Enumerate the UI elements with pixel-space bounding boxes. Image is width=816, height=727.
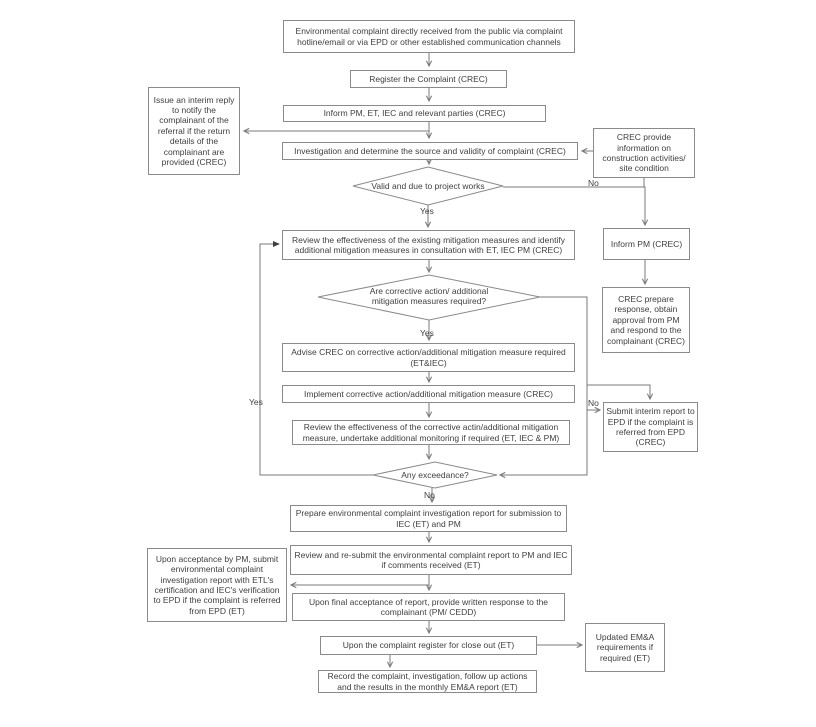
edge-label-exceedance-yes: Yes bbox=[249, 397, 263, 407]
node-interim-reply: Issue an interim reply to notify the complainant of the referral if the return details of the complainant are provided (CREC) bbox=[148, 87, 240, 175]
connector-valid-no-to-informpm bbox=[503, 187, 645, 225]
edge-label-exceedance-no: No bbox=[424, 490, 435, 500]
node-review-resubmit: Review and re-submit the environmental complaint report to PM and IEC if comments received (ET) bbox=[290, 545, 572, 575]
node-advise-crec: Advise CREC on corrective action/additional mitigation measure required (ET&IEC) bbox=[282, 343, 575, 372]
decision-valid-label: Valid and due to project works bbox=[371, 181, 485, 191]
node-inform-pm: Inform PM (CREC) bbox=[603, 228, 690, 260]
node-implement-corrective: Implement corrective action/additional mitigation measure (CREC) bbox=[282, 385, 575, 403]
node-complaint-received: Environmental complaint directly received from the public via complaint hotline/email or via EPD or other established communication channels bbox=[283, 20, 575, 53]
connector-branch-to-interim-report-top bbox=[587, 385, 650, 399]
node-investigation: Investigation and determine the source and validity of complaint (CREC) bbox=[282, 142, 578, 160]
node-crec-provide-info: CREC provide information on construction activities/ site condition bbox=[593, 128, 695, 178]
edge-label-corrective-no: No bbox=[588, 398, 599, 408]
node-upon-acceptance-submit: Upon acceptance by PM, submit environmental complaint investigation report with ETL's certification and IEC's verification to EPD if the complaint is referred from EPD (ET) bbox=[147, 548, 287, 622]
node-review-corrective: Review the effectiveness of the corrective actin/additional mitigation measure, undertake additional monitoring if required (ET, IEC & PM) bbox=[292, 420, 570, 445]
edge-label-corrective-yes: Yes bbox=[420, 328, 434, 338]
edge-label-valid-yes: Yes bbox=[420, 206, 434, 216]
decision-exceedance-label: Any exceedance? bbox=[401, 470, 469, 480]
node-final-acceptance-response: Upon final acceptance of report, provide written response to the complainant (PM/ CEDD) bbox=[292, 593, 565, 621]
node-review-existing-measures: Review the effectiveness of the existing mitigation measures and identify additional mitigation measures in consultation with ET, IEC PM (CREC) bbox=[282, 230, 575, 260]
node-submit-interim-report: Submit interim report to EPD if the complaint is referred from EPD (CREC) bbox=[603, 402, 698, 452]
node-register-complaint: Register the Complaint (CREC) bbox=[350, 70, 507, 88]
node-close-out: Upon the complaint register for close out (ET) bbox=[320, 636, 537, 655]
node-record-complaint: Record the complaint, investigation, follow up actions and the results in the monthly EM&A report (ET) bbox=[318, 670, 537, 693]
edge-label-valid-no: No bbox=[588, 178, 599, 188]
node-updated-ema: Updated EM&A requirements if required (ET) bbox=[585, 623, 665, 672]
node-prepare-investigation-report: Prepare environmental complaint investigation report for submission to IEC (ET) and PM bbox=[290, 505, 567, 532]
decision-corrective-label: Are corrective action/ additional mitigation measures required? bbox=[369, 286, 489, 307]
node-crec-prepare-response: CREC prepare response, obtain approval from PM and respond to the complainant (CREC) bbox=[602, 287, 690, 353]
node-inform-parties: Inform PM, ET, IEC and relevant parties (CREC) bbox=[283, 105, 546, 122]
